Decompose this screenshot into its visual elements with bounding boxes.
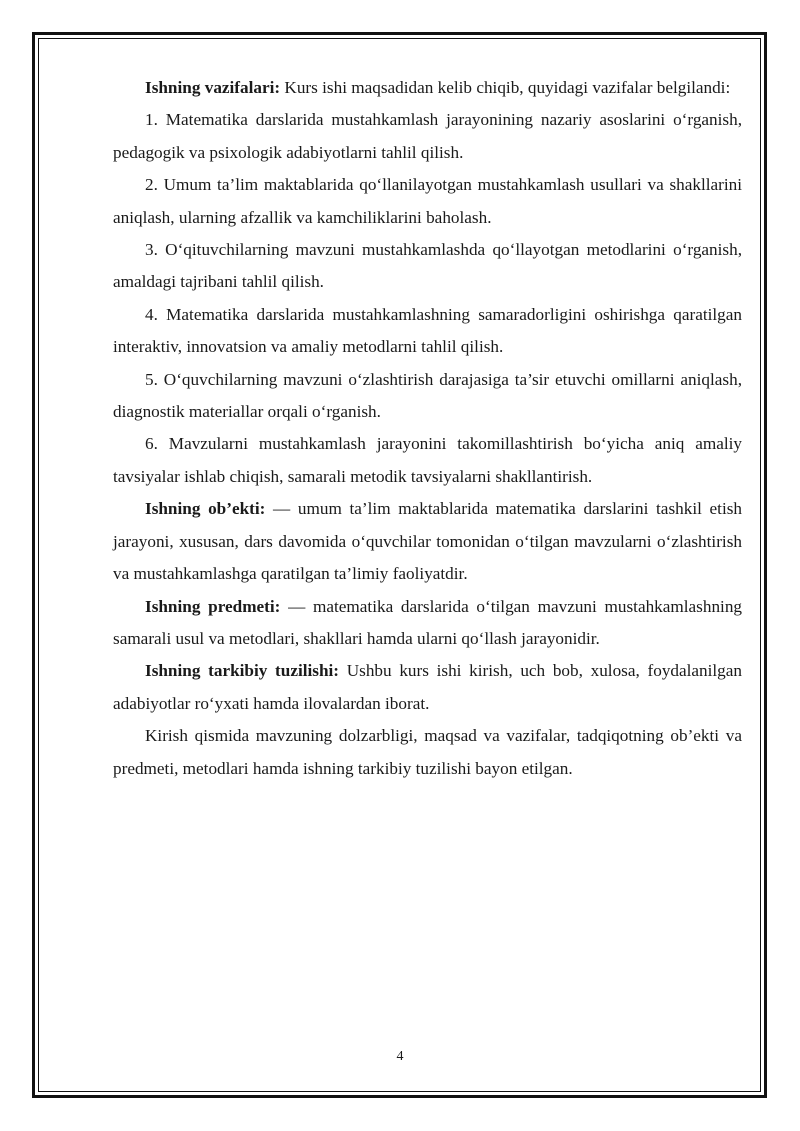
paragraph-introduction — [113, 720, 742, 785]
paragraph-structure — [113, 655, 742, 720]
section-label: Ishning vazifalari: — [145, 78, 281, 97]
paragraph-text: Kirish qismida mavzuning dolzarbligi, maqsad va vazifalar, tadqiqotning ob’ekti va predmeti, metodlari hamda ishning tarkibiy tuzilishi bayon etilgan. — [113, 726, 742, 778]
task-item — [113, 104, 742, 169]
paragraph-object — [113, 493, 742, 590]
paragraph-text: 6. Mavzularni mustahkamlash jarayonini takomillashtirish bo‘yicha aniq amaliy tavsiyalar ishlab chiqish, samarali metodik tavsiyalarni shakllantirish. — [113, 434, 742, 486]
task-item — [113, 364, 742, 429]
page-number: 4 — [396, 1049, 404, 1064]
section-label: Ishning predmeti: — [145, 596, 281, 616]
paragraph-text: Ushbu kurs ishi kirish, uch bob, xulosa, foydalanilgan adabiyotlar ro‘yxati hamda ilovalardan iborat. — [113, 661, 742, 713]
paragraph-text: 1. Matematika darslarida mustahkamlash jarayonining nazariy asoslarini o‘rganish, pedagogik va psixologik adabiyotlarni tahlil qilish. — [113, 110, 742, 162]
paragraph-subject — [113, 591, 742, 656]
paragraph-text: 2. Umum ta’lim maktablarida qo‘llanilayotgan mustahkamlash usullari va shakllarini aniqlash, ularning afzallik va kamchiliklarini baholash. — [113, 175, 742, 227]
document-body — [113, 72, 742, 785]
section-label: Ishning tarkibiy tuzilishi: — [145, 661, 340, 681]
paragraph-text: 5. O‘quvchilarning mavzuni o‘zlashtirish darajasiga ta’sir etuvchi omillarni aniqlash, diagnostik materiallar orqali o‘rganish. — [113, 369, 742, 422]
paragraph-text: 4. Matematika darslarida mustahkamlashning samaradorligini oshirishga qaratilgan interaktiv, innovatsion va amaliy metodlarni tahlil qilish. — [113, 304, 742, 357]
paragraph-text: — umum ta’lim maktablarida matematika darslarini tashkil etish jarayoni, xususan, dars davomida o‘quvchilar tomonidan o‘tilgan mavzularni o‘zlashtirish va mustahkamlashga qaratilgan ta’limiy faoliyatdir. — [113, 499, 742, 584]
paragraph-text: — matematika darslarida o‘tilgan mavzuni mustahkamlashning samarali usul va metodlari, shakllari hamda ularni qo‘llash jarayonidir. — [113, 596, 743, 648]
paragraph-text: 3. O‘qituvchilarning mavzuni mustahkamlashda qo‘llayotgan metodlarini o‘rganish, amaldagi tajribani tahlil qilish. — [113, 240, 742, 292]
task-item — [113, 299, 742, 364]
paragraph-tasks-heading — [113, 72, 742, 104]
section-label: Ishning ob’ekti: — [145, 499, 266, 519]
task-item — [113, 234, 742, 299]
task-item — [113, 169, 742, 234]
task-item — [113, 428, 742, 493]
paragraph-text: Kurs ishi maqsadidan kelib chiqib, quyidagi vazifalar belgilandi: — [280, 78, 731, 97]
